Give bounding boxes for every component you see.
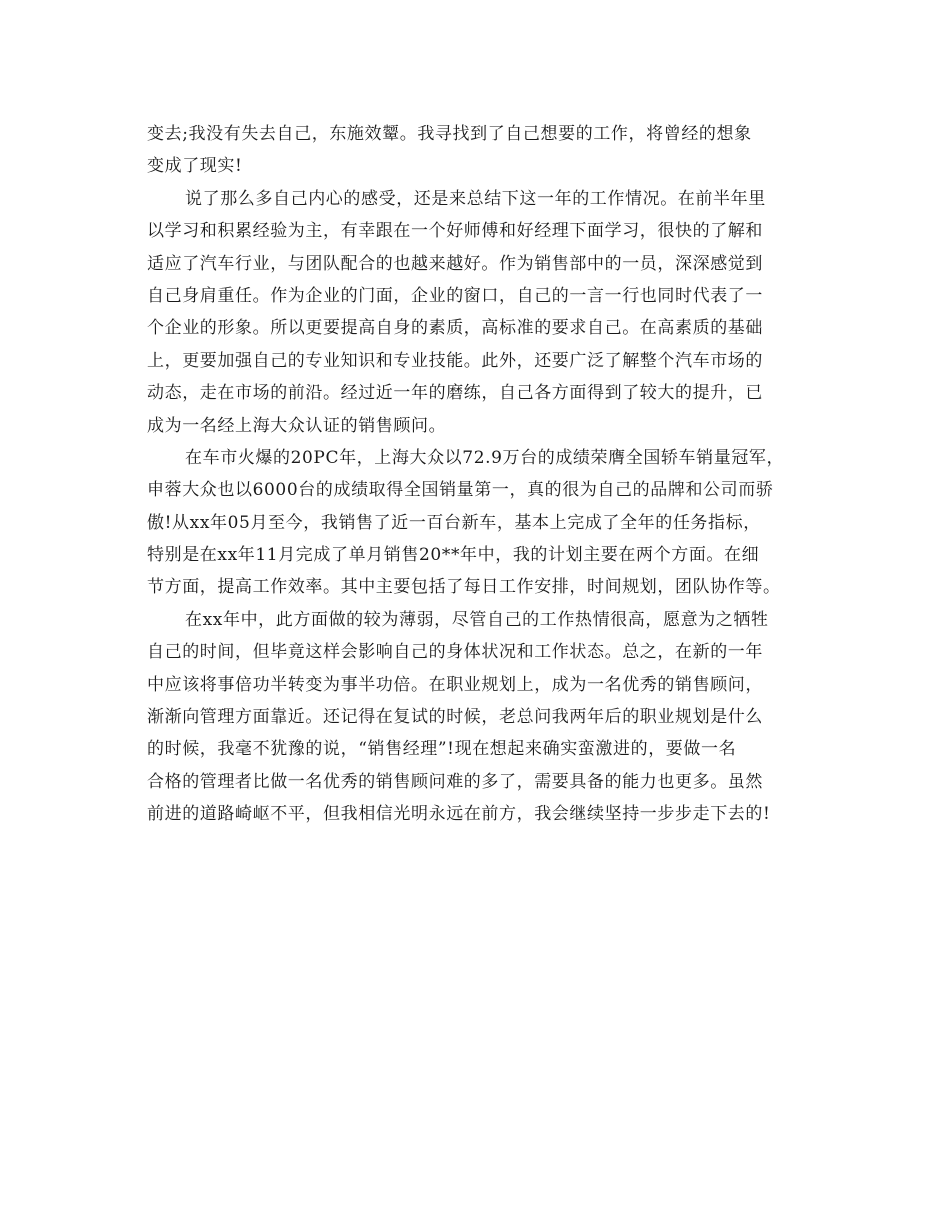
text-line: 在车市火爆的20PC年，上海大众以72.9万台的成绩荣膺全国轿车销量冠军， — [185, 447, 785, 468]
text-line: 合格的管理者比做一名优秀的销售顾问难的多了，需要具备的能力也更多。虽然 — [147, 771, 763, 792]
text-line: 说了那么多自己内心的感受，还是来总结下这一年的工作情况。在前半年里 — [185, 188, 766, 209]
text-line: 特别是在xx年11月完成了单月销售20**年中，我的计划主要在两个方面。在细 — [147, 545, 760, 566]
text-line: 上，更要加强自己的专业知识和专业技能。此外，还要广泛了解整个汽车市场的 — [147, 350, 763, 371]
text-line: 节方面，提高工作效率。其中主要包括了每日工作安排，时间规划，团队协作等。 — [147, 577, 781, 598]
document-body — [147, 118, 817, 831]
text-line: 成为一名经上海大众认证的销售顾问。 — [147, 415, 447, 436]
text-line: 自己身肩重任。作为企业的门面，企业的窗口，自己的一言一行也同时代表了一 — [147, 285, 763, 306]
text-line: 适应了汽车行业，与团队配合的也越来越好。作为销售部中的一员，深深感觉到 — [147, 253, 763, 274]
text-line: 自己的时间，但毕竟这样会影响自己的身体状况和工作状态。总之，在新的一年 — [147, 642, 763, 663]
text-line: 的时候，我毫不犹豫的说，“销售经理”!现在想起来确实蛮激进的，要做一名 — [147, 739, 737, 760]
text-line: 前进的道路崎岖不平，但我相信光明永远在前方，我会继续坚持一步步走下去的! — [147, 804, 771, 825]
text-line: 个企业的形象。所以更要提高自身的素质，高标准的要求自己。在高素质的基础 — [147, 318, 763, 339]
text-line: 变成了现实! — [147, 156, 243, 177]
text-line: 申蓉大众也以6000台的成绩取得全国销量第一，真的很为自己的品牌和公司而骄 — [147, 480, 774, 501]
text-line: 动态，走在市场的前沿。经过近一年的磨练，自己各方面得到了较大的提升，已 — [147, 383, 763, 404]
text-line: 渐渐向管理方面靠近。还记得在复试的时候，老总问我两年后的职业规划是什么 — [147, 707, 763, 728]
text-line: 傲!从xx年05月至今，我销售了近一百台新车，基本上完成了全年的任务指标， — [147, 512, 761, 533]
text-line: 在xx年中，此方面做的较为薄弱，尽管自己的工作热情很高，愿意为之牺牲 — [185, 609, 769, 630]
text-line: 以学习和积累经验为主，有幸跟在一个好师傅和好经理下面学习，很快的了解和 — [147, 221, 763, 242]
text-line: 中应该将事倍功半转变为事半功倍。在职业规划上，成为一名优秀的销售顾问， — [147, 674, 763, 695]
text-line: 变去;我没有失去自己，东施效颦。我寻找到了自己想要的工作，将曾经的想象 — [147, 124, 752, 144]
